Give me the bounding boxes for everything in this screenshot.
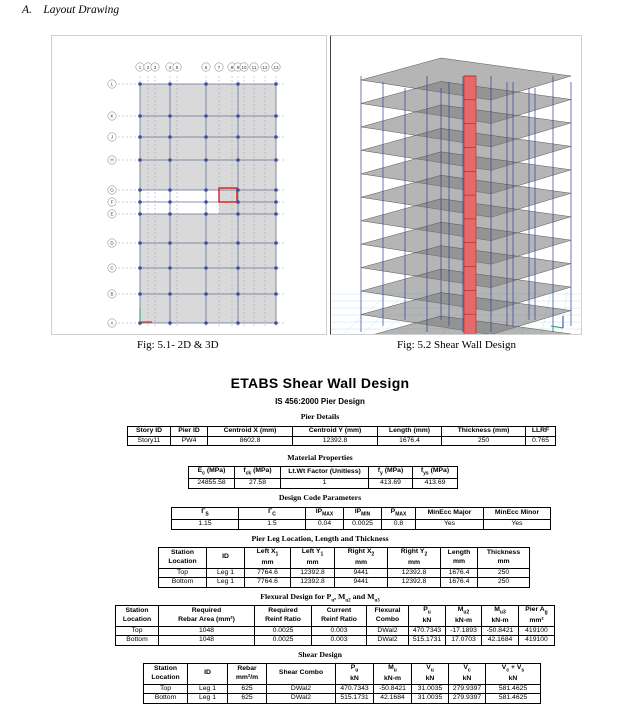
flexural-title: Flexural Design for $P_u$, $M_{u2}$ and $M_{u3}$ — [260, 592, 380, 604]
table-cell: Top — [159, 568, 207, 578]
section-heading: A. Layout Drawing — [22, 4, 120, 16]
table-row — [116, 626, 555, 636]
column-header: Right $Y_2$ mm — [388, 548, 441, 569]
column-node — [236, 266, 240, 270]
table-cell: -17.1893 — [446, 626, 482, 636]
column-node — [204, 114, 208, 118]
column-header: Flexural Combo — [367, 606, 409, 627]
column-node — [204, 292, 208, 296]
column-node — [274, 292, 278, 296]
pier-leg-table — [158, 547, 530, 588]
table-cell: 12392.8 — [388, 578, 441, 588]
column-node — [204, 321, 208, 325]
column-node — [138, 82, 142, 86]
table-cell: 0.8 — [382, 519, 416, 529]
grid-bubble-label: 8 — [230, 65, 234, 70]
table-cell: 12392.8 — [291, 568, 335, 578]
table-cell: DWal2 — [367, 636, 409, 646]
column-header: ID — [188, 664, 228, 685]
table-header-row — [159, 548, 530, 569]
table-cell: Top — [116, 626, 159, 636]
3d-model-drawing — [331, 36, 582, 335]
table-header-row — [189, 467, 458, 479]
column-header: Station Location — [159, 548, 207, 569]
table-cell: 0.765 — [526, 436, 556, 446]
figure-caption-3d: Fig: 5.2 Shear Wall Design — [397, 339, 516, 351]
table-cell: Leg 1 — [207, 568, 245, 578]
table-cell: Leg 1 — [188, 684, 228, 694]
table-cell: 1676.4 — [378, 436, 442, 446]
table-cell: DWal2 — [267, 684, 336, 694]
column-header: Rebar mm²/m — [228, 664, 267, 685]
column-node — [138, 188, 142, 192]
table-cell: -50.8421 — [374, 684, 412, 694]
table-cell: 419100 — [519, 626, 555, 636]
column-header: Left $Y_1$ mm — [291, 548, 335, 569]
design-code-table — [171, 507, 551, 530]
grid-bubble-label: 11 — [251, 65, 257, 70]
table-cell: 250 — [478, 578, 530, 588]
table-cell: 1048 — [159, 626, 255, 636]
table-cell: 0.0025 — [344, 519, 382, 529]
table-cell: 625 — [228, 684, 267, 694]
column-header: Pier $A_g$ mm² — [519, 606, 555, 627]
table-cell: Yes — [416, 519, 484, 529]
table-cell: PW4 — [171, 436, 208, 446]
column-header: LLRF — [526, 427, 556, 437]
column-node — [204, 82, 208, 86]
column-node — [236, 135, 240, 139]
column-node — [274, 188, 278, 192]
column-header: $M_u$ kN-m — [374, 664, 412, 685]
grid-bubble-label: J — [110, 134, 114, 140]
table-cell: 7764.6 — [245, 578, 291, 588]
column-header: Station Location — [116, 606, 159, 627]
column-node — [236, 321, 240, 325]
grid-bubble-label: 6 — [204, 65, 208, 70]
column-header: Left $X_1$ mm — [245, 548, 291, 569]
table-cell: 470.7343 — [336, 684, 374, 694]
table-cell: 581.4625 — [486, 694, 541, 704]
design-code-title: Design Code Parameters — [278, 493, 362, 502]
column-node — [138, 266, 142, 270]
grid-bubble-label: F — [110, 199, 114, 205]
table-cell: 581.4625 — [486, 684, 541, 694]
column-header: $M_{u3}$ kN-m — [482, 606, 519, 627]
column-node — [168, 188, 172, 192]
design-report — [0, 375, 640, 406]
table-cell: Top — [144, 684, 188, 694]
table-cell: 31.0035 — [412, 694, 449, 704]
column-node — [274, 241, 278, 245]
column-node — [236, 292, 240, 296]
grid-bubble-label: 2 — [146, 65, 150, 70]
pier-details-table — [127, 426, 556, 446]
table-cell: 27.58 — [235, 478, 281, 488]
slab-area — [140, 214, 276, 323]
table-row — [159, 578, 530, 588]
shear-title: Shear Design — [298, 650, 342, 659]
column-node — [274, 82, 278, 86]
column-node — [168, 241, 172, 245]
table-cell: -50.8421 — [482, 626, 519, 636]
column-header: $E_c$ (MPa) — [189, 467, 235, 479]
table-cell: Bottom — [144, 694, 188, 704]
grid-bubble-label: C — [110, 265, 114, 271]
column-header: Required Reinf Ratio — [255, 606, 312, 627]
column-node — [138, 292, 142, 296]
table-header-row — [144, 664, 541, 685]
column-header: $M_{u2}$ kN-m — [446, 606, 482, 627]
material-title: Material Properties — [287, 453, 353, 462]
column-node — [236, 212, 240, 216]
grid-bubble-label: B — [110, 291, 114, 297]
column-header: Length (mm) — [378, 427, 442, 437]
plan-drawing — [52, 36, 327, 335]
column-header: MinEcc Minor — [484, 508, 551, 520]
table-cell: 1676.4 — [441, 568, 478, 578]
column-header: $P_u$ kN — [336, 664, 374, 685]
column-node — [274, 266, 278, 270]
column-header: $\Gamma_C$ — [239, 508, 306, 520]
table-header-row — [172, 508, 551, 520]
report-title: ETABS Shear Wall Design — [230, 375, 410, 391]
table-row — [159, 568, 530, 578]
column-node — [236, 114, 240, 118]
column-node — [138, 200, 142, 204]
grid-bubble-label: G — [110, 187, 114, 193]
column-header: Shear Combo — [267, 664, 336, 685]
column-node — [204, 188, 208, 192]
column-node — [168, 266, 172, 270]
column-header: Thickness (mm) — [442, 427, 526, 437]
table-cell: 9441 — [335, 578, 388, 588]
table-header-row — [116, 606, 555, 627]
table-cell: 413.69 — [369, 478, 413, 488]
grid-bubble-label: L — [110, 81, 114, 87]
grid-bubble-label: 4 — [168, 65, 172, 70]
column-node — [168, 200, 172, 204]
column-node — [204, 200, 208, 204]
column-node — [274, 321, 278, 325]
column-header: $V_u$ kN — [412, 664, 449, 685]
material-table — [188, 466, 458, 489]
column-node — [168, 158, 172, 162]
table-cell: 413.69 — [413, 478, 458, 488]
table-cell: 625 — [228, 694, 267, 704]
table-cell: 1 — [281, 478, 369, 488]
table-cell: 42.1684 — [482, 636, 519, 646]
column-header: Lt.Wt Factor (Unitless) — [281, 467, 369, 479]
table-cell: 0.04 — [306, 519, 344, 529]
column-node — [274, 135, 278, 139]
column-header: Length mm — [441, 548, 478, 569]
table-cell: 0.003 — [312, 626, 367, 636]
column-header: Current Reinf Ratio — [312, 606, 367, 627]
grid-bubble-label: 10 — [241, 65, 247, 70]
column-header: $V_c$ kN — [449, 664, 486, 685]
column-header: $f_y$ (MPa) — [369, 467, 413, 479]
column-header: $f_{ck}$ (MPa) — [235, 467, 281, 479]
table-cell: 17.0703 — [446, 636, 482, 646]
table-cell: 12392.8 — [293, 436, 378, 446]
column-header: Pier ID — [171, 427, 208, 437]
table-cell: Yes — [484, 519, 551, 529]
column-node — [168, 82, 172, 86]
table-cell: 470.7343 — [409, 626, 446, 636]
grid-bubble-label: 13 — [273, 65, 279, 70]
table-cell: 1676.4 — [441, 578, 478, 588]
table-cell: 515.1731 — [409, 636, 446, 646]
table-cell: DWal2 — [267, 694, 336, 704]
column-header: ID — [207, 548, 245, 569]
ground-grid-line — [581, 291, 582, 335]
table-row — [144, 694, 541, 704]
column-header: Station Location — [144, 664, 188, 685]
grid-bubble-label: 3 — [153, 65, 157, 70]
grid-bubble-label: 1 — [138, 65, 142, 70]
flexural-table — [115, 605, 555, 646]
column-node — [138, 241, 142, 245]
column-header: $f_{ys}$ (MPa) — [413, 467, 458, 479]
table-cell: DWal2 — [367, 626, 409, 636]
column-header: $P_u$ kN — [409, 606, 446, 627]
plan-layout-figure — [51, 35, 327, 335]
grid-bubble-label: 9 — [236, 65, 240, 70]
table-cell: 8602.8 — [208, 436, 293, 446]
table-cell: 0.003 — [312, 636, 367, 646]
column-node — [168, 292, 172, 296]
column-header: $\Gamma_S$ — [172, 508, 239, 520]
table-cell: 1.5 — [239, 519, 306, 529]
column-node — [138, 158, 142, 162]
column-node — [204, 212, 208, 216]
table-row — [172, 519, 551, 529]
pier-details-title: Pier Details — [300, 412, 340, 421]
table-cell: 9441 — [335, 568, 388, 578]
grid-bubble-label: 5 — [175, 65, 179, 70]
column-node — [204, 266, 208, 270]
table-cell: Leg 1 — [188, 694, 228, 704]
pier-leg-title: Pier Leg Location, Length and Thickness — [251, 534, 389, 543]
table-cell: 0.0025 — [255, 636, 312, 646]
column-node — [138, 114, 142, 118]
column-node — [168, 212, 172, 216]
column-header: Centroid X (mm) — [208, 427, 293, 437]
column-node — [236, 200, 240, 204]
column-node — [236, 158, 240, 162]
column-node — [236, 82, 240, 86]
column-header: MinEcc Major — [416, 508, 484, 520]
column-node — [138, 212, 142, 216]
grid-bubble-label: D — [110, 240, 114, 246]
table-row — [144, 684, 541, 694]
column-header: Story ID — [128, 427, 171, 437]
grid-bubble-label: H — [110, 157, 114, 163]
grid-bubble-label: K — [110, 113, 114, 119]
3d-model-figure — [330, 35, 582, 335]
table-cell: 515.1731 — [336, 694, 374, 704]
table-cell: 1.15 — [172, 519, 239, 529]
table-cell: 250 — [478, 568, 530, 578]
column-node — [236, 241, 240, 245]
column-node — [274, 212, 278, 216]
table-cell: 279.9397 — [449, 684, 486, 694]
table-cell: 1048 — [159, 636, 255, 646]
table-cell: 12392.8 — [388, 568, 441, 578]
table-cell: 279.9397 — [449, 694, 486, 704]
table-row — [128, 436, 556, 446]
column-header: $IP_{MAX}$ — [306, 508, 344, 520]
column-header: Right $X_2$ mm — [335, 548, 388, 569]
table-cell: 42.1684 — [374, 694, 412, 704]
column-node — [168, 135, 172, 139]
grid-bubble-label: 12 — [262, 65, 268, 70]
grid-bubble-label: 7 — [217, 65, 221, 70]
column-node — [138, 135, 142, 139]
table-cell: 12392.8 — [291, 578, 335, 588]
column-node — [204, 158, 208, 162]
table-cell: Leg 1 — [207, 578, 245, 588]
column-node — [236, 188, 240, 192]
column-node — [274, 158, 278, 162]
table-cell: Story11 — [128, 436, 171, 446]
table-cell: 7764.6 — [245, 568, 291, 578]
table-cell: 419100 — [519, 636, 555, 646]
table-row — [116, 636, 555, 646]
table-cell: 0.0025 — [255, 626, 312, 636]
column-node — [168, 321, 172, 325]
column-node — [274, 114, 278, 118]
table-header-row — [128, 427, 556, 437]
grid-bubble-label: A — [110, 320, 114, 326]
column-node — [204, 135, 208, 139]
table-cell: 24855.58 — [189, 478, 235, 488]
column-header: Thickness mm — [478, 548, 530, 569]
shear-wall-core — [464, 76, 476, 335]
column-node — [204, 241, 208, 245]
column-header: $V_c + V_s$ kN — [486, 664, 541, 685]
table-row — [189, 478, 458, 488]
shear-table — [143, 663, 541, 704]
column-node — [274, 200, 278, 204]
grid-bubble-label: E — [110, 211, 114, 217]
table-cell: 250 — [442, 436, 526, 446]
column-header: Centroid Y (mm) — [293, 427, 378, 437]
table-cell: Bottom — [159, 578, 207, 588]
column-header: Required Rebar Area (mm²) — [159, 606, 255, 627]
column-node — [168, 114, 172, 118]
report-subtitle: IS 456:2000 Pier Design — [275, 397, 365, 406]
column-header: $P_{MAX}$ — [382, 508, 416, 520]
table-cell: Bottom — [116, 636, 159, 646]
table-cell: 31.0035 — [412, 684, 449, 694]
column-header: $IP_{MIN}$ — [344, 508, 382, 520]
figure-caption-plan: Fig: 5.1- 2D & 3D — [137, 339, 219, 351]
